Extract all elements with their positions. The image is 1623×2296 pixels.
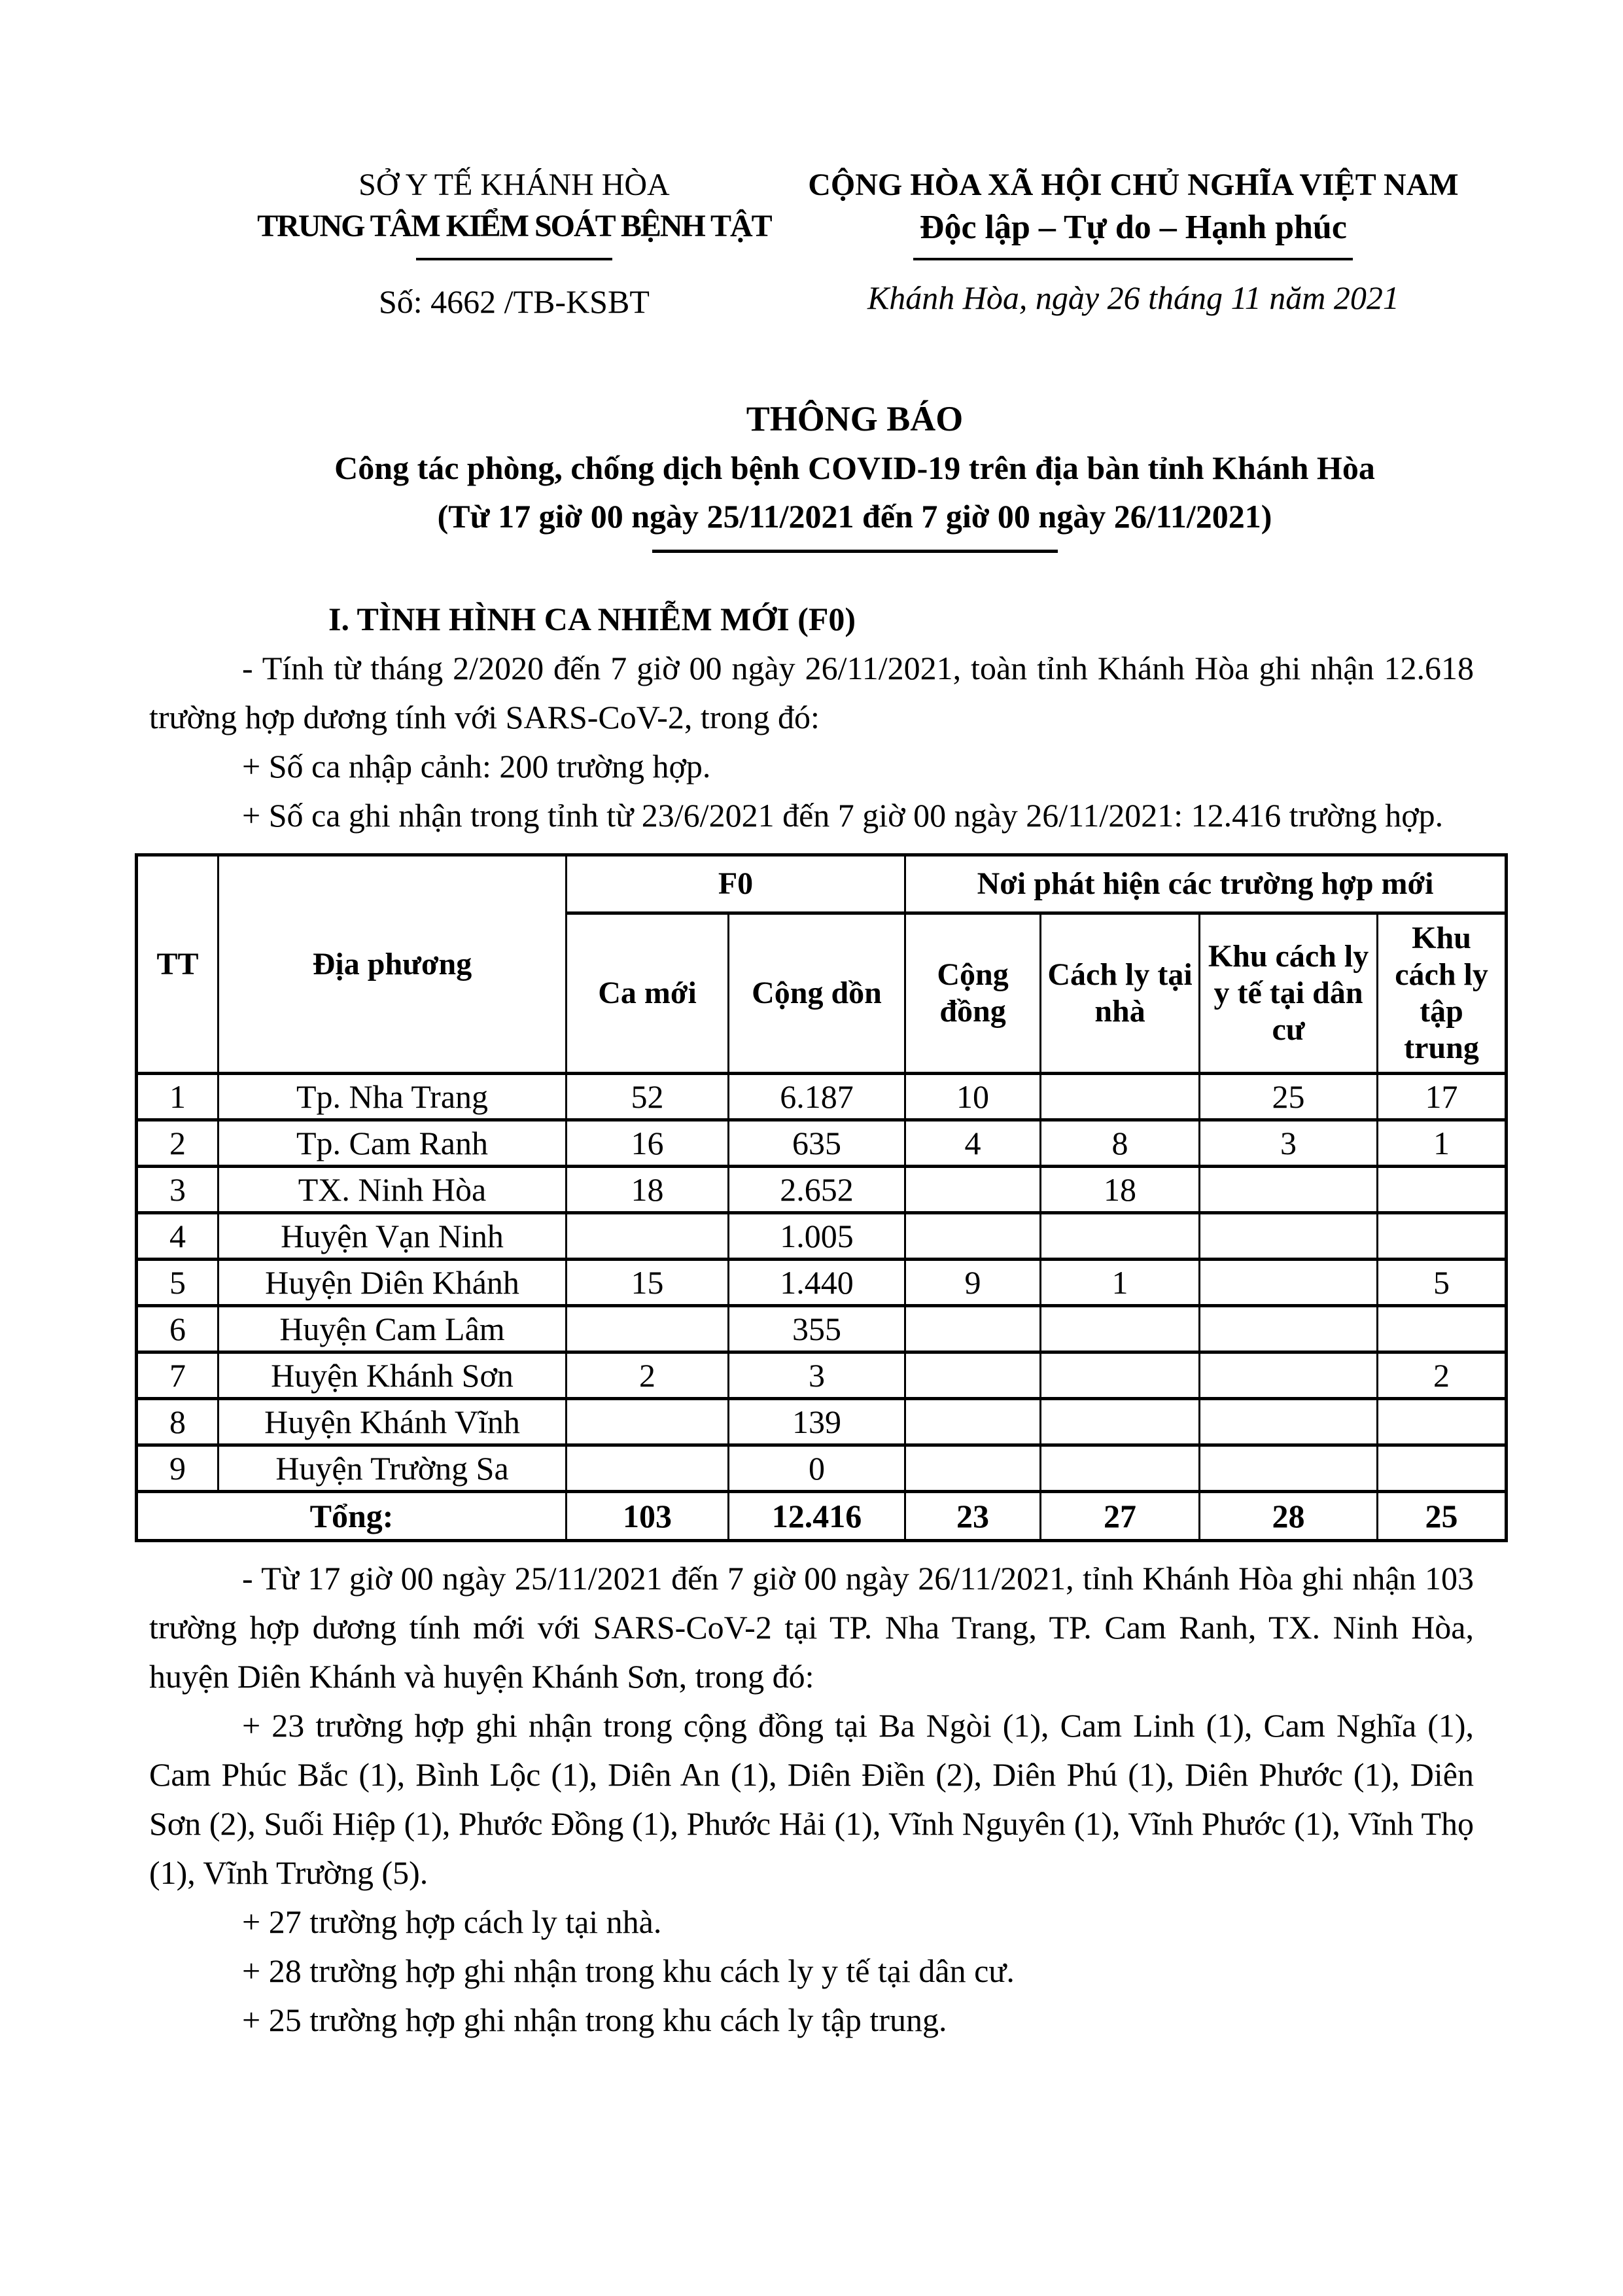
document-number: Số: 4662 /TB-KSBT bbox=[378, 283, 650, 320]
issuing-agency: TRUNG TÂM KIỂM SOÁT BỆNH TẬT bbox=[257, 209, 771, 243]
cell-khu-tap-trung: 1 bbox=[1378, 1120, 1507, 1167]
cell-cach-ly-tai-nha bbox=[1041, 1445, 1200, 1492]
cell-cong-don: 139 bbox=[729, 1399, 905, 1445]
cell-cach-ly-tai-nha bbox=[1041, 1213, 1200, 1260]
title-rule bbox=[652, 550, 1058, 553]
cell-khu-y-te: 3 bbox=[1200, 1120, 1378, 1167]
cell-ca-moi: 52 bbox=[567, 1074, 729, 1120]
cell-tt: 4 bbox=[137, 1213, 218, 1260]
cell-dia-phuong: Huyện Trường Sa bbox=[218, 1445, 567, 1492]
cell-dia-phuong: Tp. Nha Trang bbox=[218, 1074, 567, 1120]
cell-khu-y-te bbox=[1200, 1260, 1378, 1306]
header-left-rule bbox=[416, 258, 612, 260]
cell-khu-tap-trung bbox=[1378, 1213, 1507, 1260]
paragraph-new-cases-summary: - Từ 17 giờ 00 ngày 25/11/2021 đến 7 giờ 00 ngày 26/11/2021, tỉnh Khánh Hòa ghi nhận 103 trường hợp dương tính mới với SARS-CoV-2 tại TP. Nha Trang, TP. Cam Ranh, TX. Ninh Hòa, huyện Diên Khánh và huyện Khánh Sơn, trong đó: bbox=[149, 1560, 1474, 1695]
cell-khu-tap-trung bbox=[1378, 1399, 1507, 1445]
cell-khu-y-te bbox=[1200, 1167, 1378, 1213]
cell-cong-dong: 10 bbox=[905, 1074, 1041, 1120]
cell-cong-dong-total: 23 bbox=[905, 1492, 1041, 1541]
cell-tt: 8 bbox=[137, 1399, 218, 1445]
cell-khu-tap-trung: 2 bbox=[1378, 1352, 1507, 1399]
cell-dia-phuong: Tp. Cam Ranh bbox=[218, 1120, 567, 1167]
table-row bbox=[137, 1213, 1507, 1260]
cell-cong-don: 6.187 bbox=[729, 1074, 905, 1120]
cell-cong-don: 635 bbox=[729, 1120, 905, 1167]
header-right-block bbox=[793, 165, 1474, 321]
cell-ca-moi: 15 bbox=[567, 1260, 729, 1306]
col-header-cong-don: Cộng dồn bbox=[729, 913, 905, 1074]
col-header-khu-cach-ly-tap-trung: Khu cách ly tập trung bbox=[1378, 913, 1507, 1074]
cell-tt: 7 bbox=[137, 1352, 218, 1399]
place-date-line: Khánh Hòa, ngày 26 tháng 11 năm 2021 bbox=[867, 279, 1399, 316]
table-row bbox=[137, 1074, 1507, 1120]
cell-cach-ly-tai-nha: 18 bbox=[1041, 1167, 1200, 1213]
cell-cong-dong: 4 bbox=[905, 1120, 1041, 1167]
col-header-dia-phuong: Địa phương bbox=[218, 855, 567, 1074]
table-row bbox=[137, 1306, 1507, 1352]
cell-khu-y-te bbox=[1200, 1213, 1378, 1260]
cell-cong-dong bbox=[905, 1306, 1041, 1352]
col-header-tt: TT bbox=[137, 855, 218, 1074]
cell-khu-y-te bbox=[1200, 1306, 1378, 1352]
paragraph-community-cases: + 23 trường hợp ghi nhận trong cộng đồng tại Ba Ngòi (1), Cam Linh (1), Cam Nghĩa (1), Cam Phúc Bắc (1), Bình Lộc (1), Diên An (1), Diên Điền (2), Diên Phú (1), Diên Phước (1), Diên Sơn (2), Suối Hiệp (1), Phước Đồng (1), Phước Hải (1), Vĩnh Nguyên (1), Vĩnh Phước (1), Vĩnh Thọ (1), Vĩnh Trường (5). bbox=[149, 1707, 1474, 1891]
section-heading: I. TÌNH HÌNH CA NHIỄM MỚI (F0) bbox=[328, 601, 856, 637]
cell-khu-y-te bbox=[1200, 1352, 1378, 1399]
cell-ca-moi-total: 103 bbox=[567, 1492, 729, 1541]
header-left-block bbox=[236, 165, 793, 321]
cell-khu-tap-trung bbox=[1378, 1306, 1507, 1352]
case-statistics-table bbox=[135, 853, 1508, 1542]
paragraph-central-quarantine-cases: + 25 trường hợp ghi nhận trong khu cách ly tập trung. bbox=[242, 2002, 947, 2038]
national-title: CỘNG HÒA XÃ HỘI CHỦ NGHĨA VIỆT NAM bbox=[808, 168, 1459, 202]
col-header-cong-dong: Cộng đồng bbox=[905, 913, 1041, 1074]
cell-ca-moi bbox=[567, 1399, 729, 1445]
paragraph-domestic-cases: + Số ca ghi nhận trong tỉnh từ 23/6/2021 đến 7 giờ 00 ngày 26/11/2021: 12.416 trường hợp. bbox=[242, 797, 1444, 834]
cell-khu-tap-trung: 5 bbox=[1378, 1260, 1507, 1306]
table-row bbox=[137, 1260, 1507, 1306]
cell-tt: 6 bbox=[137, 1306, 218, 1352]
cell-dia-phuong: Huyện Diên Khánh bbox=[218, 1260, 567, 1306]
table-total-row bbox=[137, 1492, 1507, 1541]
paragraph-medical-area-cases: + 28 trường hợp ghi nhận trong khu cách ly y tế tại dân cư. bbox=[242, 1952, 1015, 1989]
cell-cach-ly-tai-nha bbox=[1041, 1074, 1200, 1120]
cell-tt: 5 bbox=[137, 1260, 218, 1306]
col-header-cach-ly-tai-nha: Cách ly tại nhà bbox=[1041, 913, 1200, 1074]
cell-tt: 3 bbox=[137, 1167, 218, 1213]
cell-cach-ly-tai-nha: 8 bbox=[1041, 1120, 1200, 1167]
cell-khu-y-te bbox=[1200, 1445, 1378, 1492]
cell-cong-dong bbox=[905, 1445, 1041, 1492]
cell-khu-tap-trung: 17 bbox=[1378, 1074, 1507, 1120]
col-group-noi-phat-hien: Nơi phát hiện các trường hợp mới bbox=[905, 855, 1507, 913]
cell-ca-moi bbox=[567, 1213, 729, 1260]
paragraph-cumulative-cases: - Tính từ tháng 2/2020 đến 7 giờ 00 ngày 26/11/2021, toàn tỉnh Khánh Hòa ghi nhận 12.618 trường hợp dương tính với SARS-CoV-2, trong đó: bbox=[149, 650, 1474, 735]
cell-cong-don: 2.652 bbox=[729, 1167, 905, 1213]
cell-cong-don: 0 bbox=[729, 1445, 905, 1492]
paragraph-imported-cases: + Số ca nhập cảnh: 200 trường hợp. bbox=[242, 748, 711, 785]
table-row bbox=[137, 1120, 1507, 1167]
national-motto: Độc lập – Tự do – Hạnh phúc bbox=[919, 209, 1347, 246]
cell-cong-don: 1.005 bbox=[729, 1213, 905, 1260]
cell-cach-ly-tai-nha-total: 27 bbox=[1041, 1492, 1200, 1541]
col-header-ca-moi: Ca mới bbox=[567, 913, 729, 1074]
title-block bbox=[236, 394, 1474, 553]
cell-khu-tap-trung-total: 25 bbox=[1378, 1492, 1507, 1541]
table-body bbox=[137, 1074, 1507, 1541]
cell-cong-dong bbox=[905, 1399, 1041, 1445]
cell-cong-dong bbox=[905, 1167, 1041, 1213]
cell-cong-dong: 9 bbox=[905, 1260, 1041, 1306]
cell-cong-don-total: 12.416 bbox=[729, 1492, 905, 1541]
cell-cong-dong bbox=[905, 1213, 1041, 1260]
cell-khu-tap-trung bbox=[1378, 1445, 1507, 1492]
document-period: (Từ 17 giờ 00 ngày 25/11/2021 đến 7 giờ 00 ngày 26/11/2021) bbox=[437, 498, 1272, 535]
cell-dia-phuong: Huyện Vạn Ninh bbox=[218, 1213, 567, 1260]
cell-dia-phuong: TX. Ninh Hòa bbox=[218, 1167, 567, 1213]
table-row bbox=[137, 1352, 1507, 1399]
cell-dia-phuong: Huyện Cam Lâm bbox=[218, 1306, 567, 1352]
cell-khu-y-te-total: 28 bbox=[1200, 1492, 1378, 1541]
cell-tt: 9 bbox=[137, 1445, 218, 1492]
cell-cong-don: 355 bbox=[729, 1306, 905, 1352]
table-row bbox=[137, 1399, 1507, 1445]
cell-tt: 1 bbox=[137, 1074, 218, 1120]
cell-cach-ly-tai-nha bbox=[1041, 1306, 1200, 1352]
document-subtitle: Công tác phòng, chống dịch bệnh COVID-19 trên địa bàn tỉnh Khánh Hòa bbox=[334, 450, 1375, 486]
total-label: Tổng: bbox=[137, 1492, 567, 1541]
cell-cach-ly-tai-nha bbox=[1041, 1399, 1200, 1445]
issuing-department: SỞ Y TẾ KHÁNH HÒA bbox=[358, 168, 670, 202]
cell-ca-moi: 2 bbox=[567, 1352, 729, 1399]
cell-cach-ly-tai-nha bbox=[1041, 1352, 1200, 1399]
cell-ca-moi: 18 bbox=[567, 1167, 729, 1213]
cell-khu-y-te bbox=[1200, 1399, 1378, 1445]
cell-ca-moi bbox=[567, 1445, 729, 1492]
table-row bbox=[137, 1445, 1507, 1492]
cell-khu-y-te: 25 bbox=[1200, 1074, 1378, 1120]
cell-ca-moi: 16 bbox=[567, 1120, 729, 1167]
bottom-whitespace bbox=[0, 2045, 1623, 2176]
cell-dia-phuong: Huyện Khánh Sơn bbox=[218, 1352, 567, 1399]
cell-cach-ly-tai-nha: 1 bbox=[1041, 1260, 1200, 1306]
cell-cong-don: 3 bbox=[729, 1352, 905, 1399]
cell-cong-dong bbox=[905, 1352, 1041, 1399]
cell-khu-tap-trung bbox=[1378, 1167, 1507, 1213]
paragraph-home-quarantine: + 27 trường hợp cách ly tại nhà. bbox=[242, 1903, 662, 1940]
table-row bbox=[137, 1167, 1507, 1213]
col-group-f0: F0 bbox=[567, 855, 905, 913]
cell-ca-moi bbox=[567, 1306, 729, 1352]
header-right-rule bbox=[913, 258, 1353, 260]
col-header-khu-cach-ly-y-te: Khu cách ly y tế tại dân cư bbox=[1200, 913, 1378, 1074]
cell-dia-phuong: Huyện Khánh Vĩnh bbox=[218, 1399, 567, 1445]
cell-cong-don: 1.440 bbox=[729, 1260, 905, 1306]
document-header bbox=[236, 0, 1474, 321]
document-title: THÔNG BÁO bbox=[746, 399, 964, 438]
cell-tt: 2 bbox=[137, 1120, 218, 1167]
